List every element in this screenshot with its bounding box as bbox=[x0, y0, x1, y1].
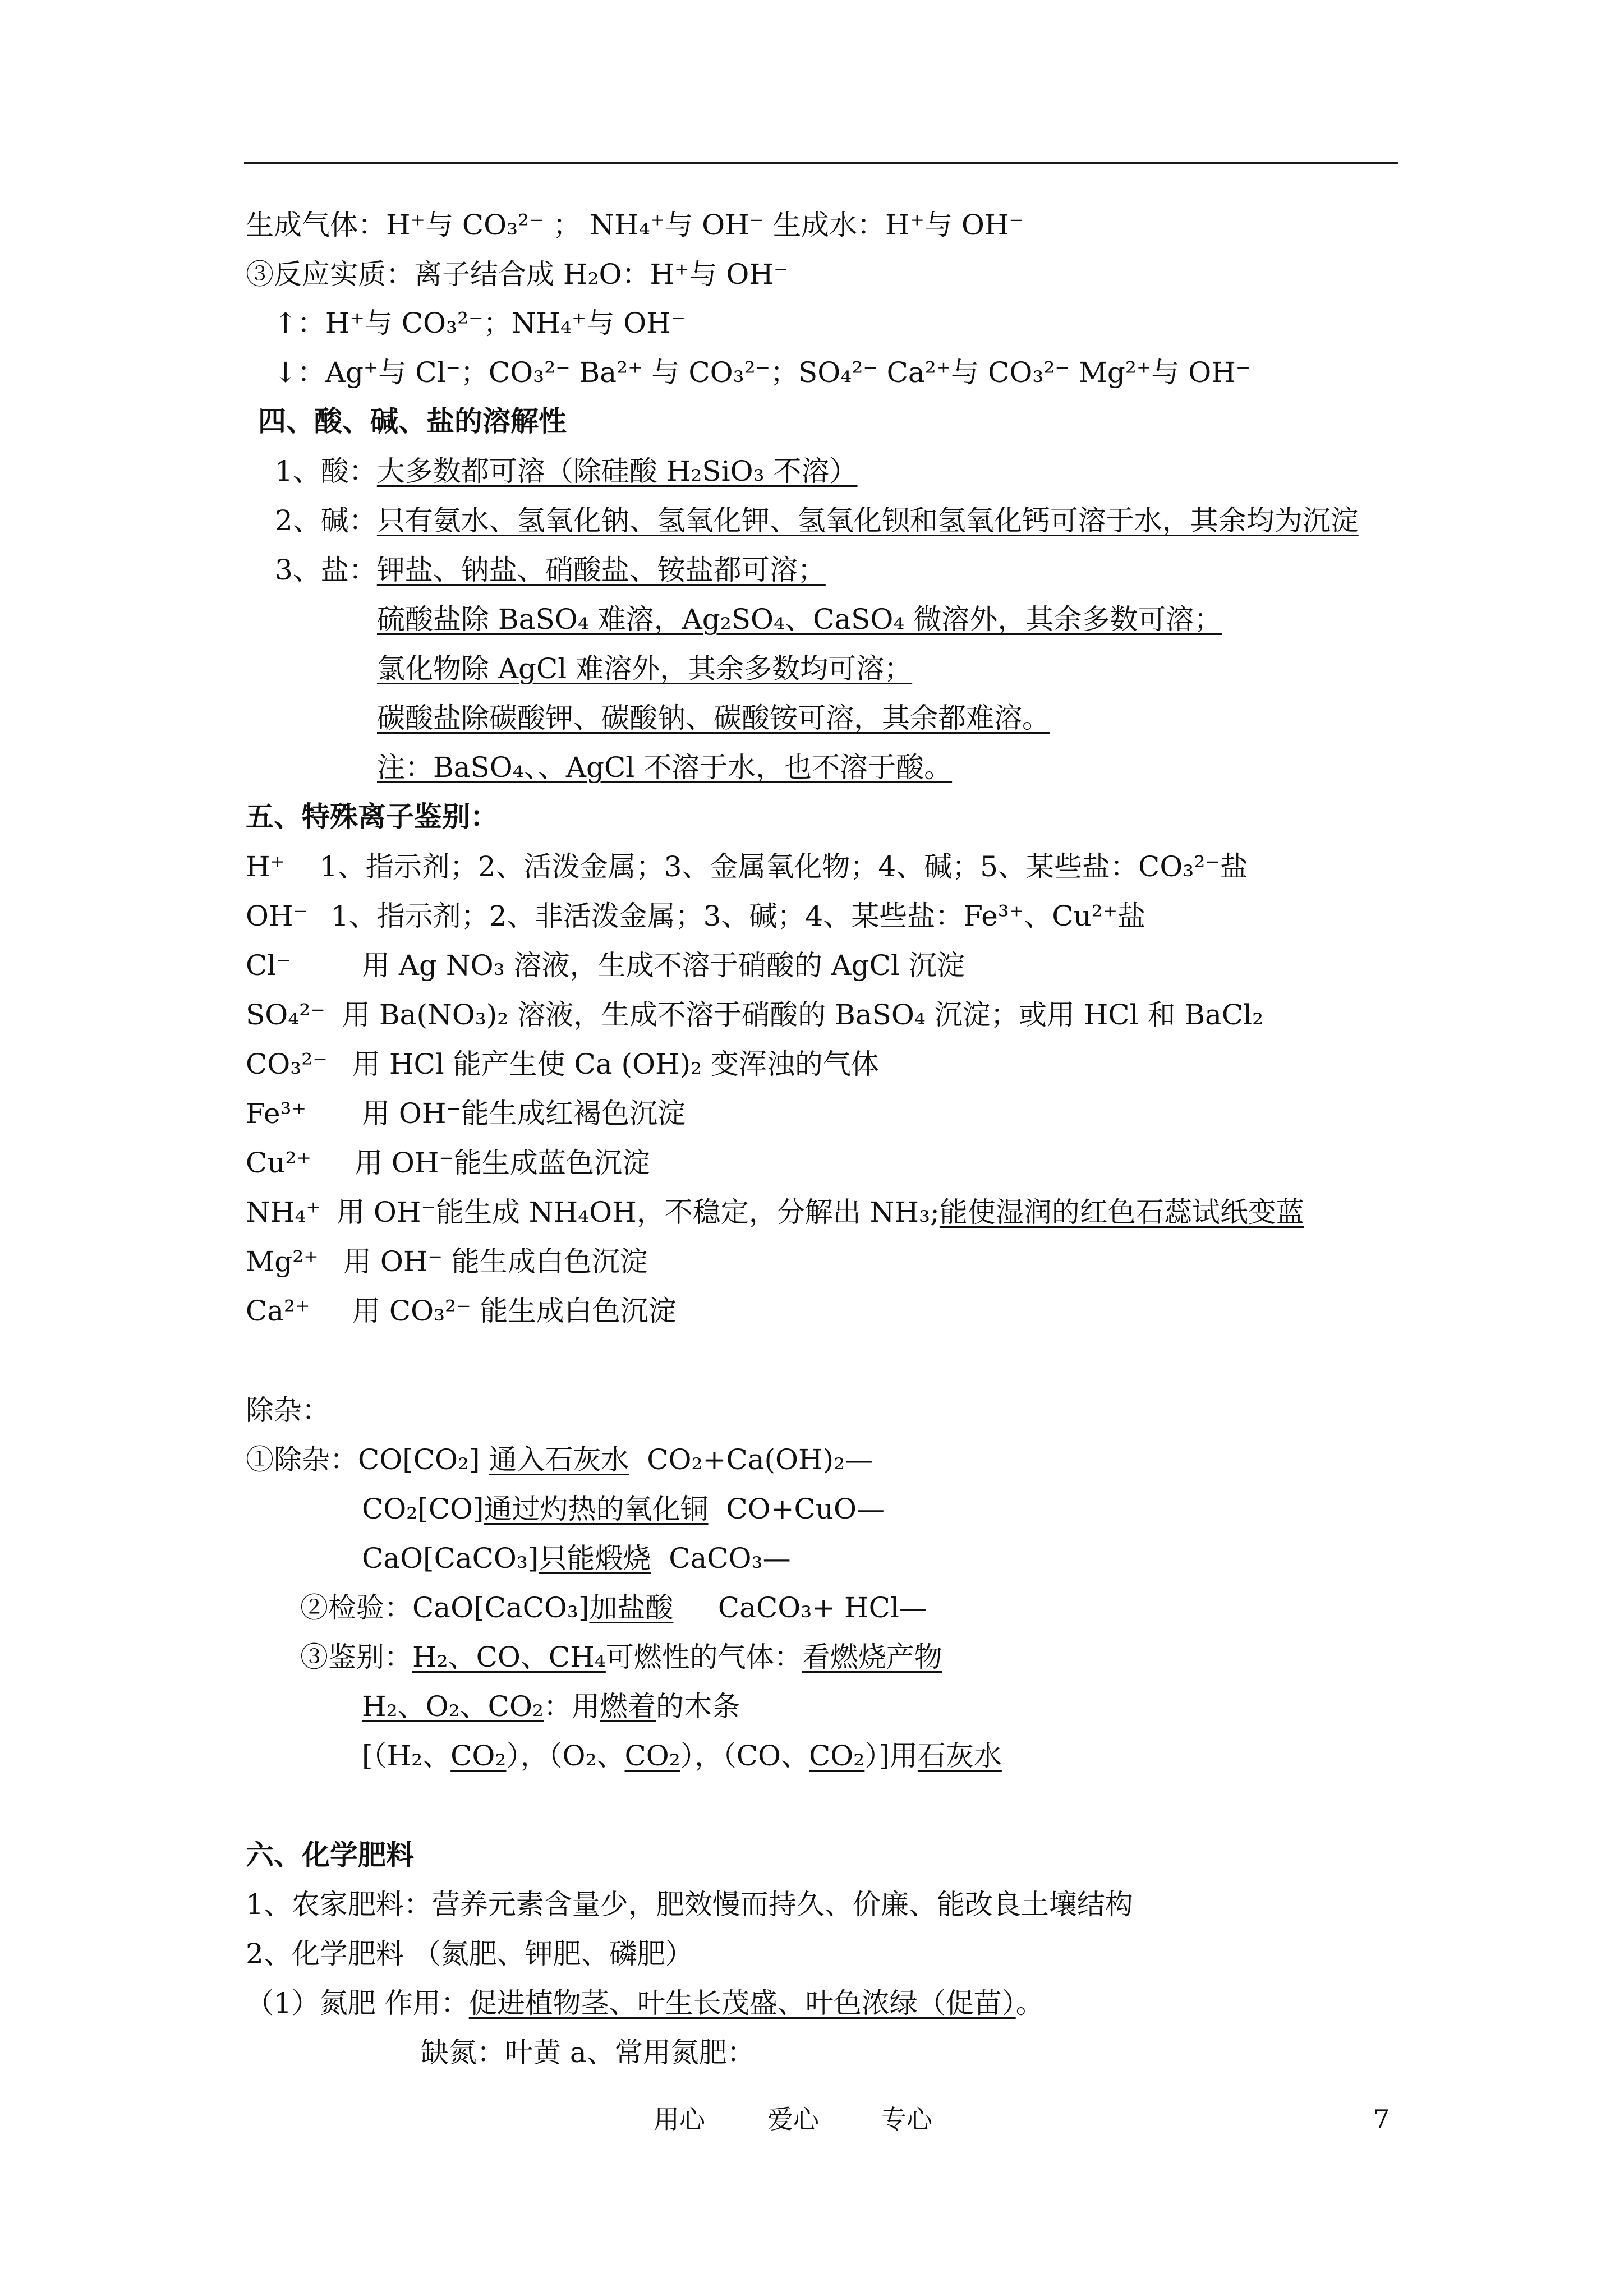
ion-label: Cu²⁺ bbox=[246, 1147, 311, 1179]
acid-solubility bbox=[275, 453, 858, 490]
purify-title: 除杂： bbox=[246, 1394, 330, 1427]
ion-test-text: 用 CO₃²⁻ 能生成白色沉淀 bbox=[352, 1295, 677, 1327]
identify-line-2: H₂、O₂、CO₂：用燃着的木条 bbox=[362, 1690, 740, 1723]
gas-forming-line: 生成气体：H⁺与 CO₃²⁻ ； NH₄⁺与 OH⁻ 生成水：H⁺与 OH⁻ bbox=[246, 209, 1024, 241]
salt-label: 3、盐： bbox=[275, 554, 377, 586]
ion-label: H⁺ bbox=[246, 850, 285, 883]
purify-step-3: CaO[CaCO₃]只能煅烧 CaCO₃— bbox=[362, 1542, 791, 1575]
purify-step-2: CO₂[CO]通过灼热的氧化铜 CO+CuO— bbox=[362, 1493, 885, 1525]
ion-test-text: 用 HCl 能产生使 Ca (OH)₂ 变浑浊的气体 bbox=[352, 1048, 880, 1080]
ion-label: OH⁻ bbox=[246, 900, 308, 932]
gas-arrow-line: ↑：H⁺与 CO₃²⁻；NH₄⁺与 OH⁻ bbox=[274, 307, 686, 339]
ion-test-text: 1、指示剂；2、活泼金属；3、金属氧化物；4、碱；5、某些盐：CO₃²⁻盐 bbox=[320, 850, 1248, 883]
salt-rule-4: 碳酸盐除碳酸钾、碳酸钠、碳酸铵可溶，其余都难溶。 bbox=[377, 702, 1050, 734]
test-line: ②检验：CaO[CaCO₃]加盐酸 CaCO₃+ HCl— bbox=[300, 1591, 927, 1624]
salt-note: 注：BaSO₄、、AgCl 不溶于水，也不溶于酸。 bbox=[377, 751, 953, 784]
ion-test-text: 用 OH⁻能生成红褐色沉淀 bbox=[362, 1097, 686, 1130]
base-text: 只有氨水、氢氧化钠、氢氧化钾、氢氧化钡和氢氧化钙可溶于水，其余均为沉淀 bbox=[376, 504, 1359, 537]
acid-text: 大多数都可溶（除硅酸 H₂SiO₃ 不溶） bbox=[376, 455, 858, 487]
precipitate-arrow-line: ↓：Ag⁺与 Cl⁻；CO₃²⁻ Ba²⁺ 与 CO₃²⁻；SO₄²⁻ Ca²⁺与 CO₃²⁻ Mg²⁺与 OH⁻ bbox=[274, 356, 1251, 389]
ion-test-text: 用 OH⁻ 能生成白色沉淀 bbox=[343, 1245, 648, 1278]
base-label: 2、碱： bbox=[275, 504, 377, 537]
salt-rule-1: 钾盐、钠盐、硝酸盐、铵盐都可溶； bbox=[376, 554, 826, 586]
reaction-essence-line: ③反应实质：离子结合成 H₂O：H⁺与 OH⁻ bbox=[246, 258, 789, 291]
ion-test-text: 用 OH⁻能生成蓝色沉淀 bbox=[355, 1147, 650, 1179]
purify-step-1: ①除杂：CO[CO₂] 通入石灰水 CO₂+Ca(OH)₂— bbox=[246, 1443, 873, 1476]
ion-test-text: 1、指示剂；2、非活泼金属；3、碱；4、某些盐：Fe³⁺、Cu²⁺盐 bbox=[331, 900, 1146, 932]
ion-label: Ca²⁺ bbox=[246, 1295, 310, 1327]
ion-label: Fe³⁺ bbox=[246, 1097, 306, 1130]
farm-manure-line: 1、农家肥料：营养元素含量少，肥效慢而持久、价廉、能改良土壤结构 bbox=[246, 1888, 1133, 1921]
section-6-heading: 六、化学肥料 bbox=[246, 1838, 414, 1871]
section-5-heading: 五、特殊离子鉴别： bbox=[246, 800, 498, 833]
salt-rule-3: 氯化物除 AgCl 难溶外，其余多数均可溶； bbox=[377, 652, 913, 685]
header-rule bbox=[244, 162, 1398, 164]
ion-label: SO₄²⁻ bbox=[246, 999, 325, 1031]
salt-rule-2: 硫酸盐除 BaSO₄ 难溶，Ag₂SO₄、CaSO₄ 微溶外，其余多数可溶； bbox=[377, 603, 1222, 636]
salt-solubility bbox=[275, 551, 826, 588]
nitrogen-fertilizer-line: （1）氮肥 作用：促进植物茎、叶生长茂盛、叶色浓绿（促苗）。 bbox=[246, 1987, 1044, 2019]
ion-test-text: 用 OH⁻能生成 NH₄OH，不稳定，分解出 NH₃;能使湿润的红色石蕊试纸变蓝 bbox=[337, 1196, 1304, 1228]
nitrogen-deficiency-line: 缺氮：叶黄 a、常用氮肥： bbox=[421, 2036, 755, 2069]
page-number: 7 bbox=[1373, 2104, 1390, 2134]
identify-line-3: [（H₂、CO₂），（O₂、CO₂），（CO、CO₂）]用石灰水 bbox=[362, 1740, 1002, 1772]
ion-label: Mg²⁺ bbox=[246, 1245, 319, 1278]
ion-label: CO₃²⁻ bbox=[246, 1048, 328, 1080]
litmus-result: 能使湿润的红色石蕊试纸变蓝 bbox=[939, 1196, 1304, 1228]
footer-motto-3: 专心 bbox=[881, 2104, 932, 2134]
identify-line-1: ③鉴别：H₂、CO、CH₄可燃性的气体：看燃烧产物 bbox=[300, 1641, 942, 1673]
section-4-heading: 四、酸、碱、盐的溶解性 bbox=[258, 404, 567, 438]
ion-test-text: 用 Ba(NO₃)₂ 溶液，生成不溶于硝酸的 BaSO₄ 沉淀；或用 HCl 和 BaCl₂ bbox=[342, 999, 1264, 1031]
footer-motto-1: 用心 bbox=[654, 2104, 705, 2134]
chemical-fertilizer-line: 2、化学肥料 （氮肥、钾肥、磷肥） bbox=[246, 1938, 693, 1970]
ion-label: Cl⁻ bbox=[246, 949, 291, 982]
base-solubility bbox=[275, 502, 1359, 539]
footer-motto-2: 爱心 bbox=[767, 2104, 819, 2134]
acid-label: 1、酸： bbox=[275, 455, 377, 487]
ion-label: NH₄⁺ bbox=[246, 1196, 321, 1228]
ion-test-text: 用 Ag NO₃ 溶液，生成不溶于硝酸的 AgCl 沉淀 bbox=[362, 949, 965, 982]
